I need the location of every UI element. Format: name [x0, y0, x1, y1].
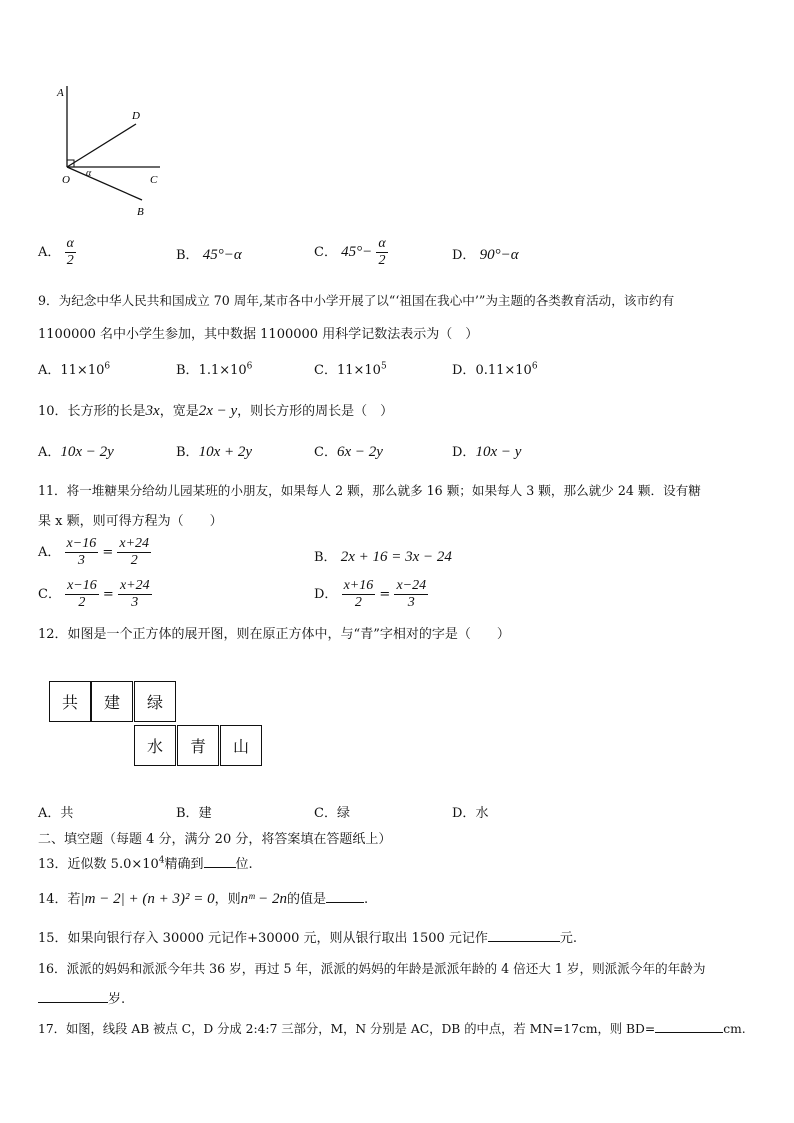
q8-option-b[interactable]: [176, 244, 242, 264]
denominator: 3: [77, 553, 85, 568]
option-label: C．: [314, 445, 337, 460]
q10-pre: 10．长方形的长是: [38, 404, 146, 419]
option-expr: 6x − 2y: [336, 444, 383, 460]
ray-OD: [67, 124, 136, 167]
denominator: 2: [354, 595, 362, 610]
q9-line1: 9．为纪念中华人民共和国成立 70 周年,某市各中小学开展了以“‘祖国在我心中’”为主题的各类教育活动，该市约有: [38, 293, 675, 308]
numerator: x+16: [343, 578, 374, 593]
q10-mid: ，宽是: [159, 404, 199, 419]
q17-tail: cm.: [723, 1022, 746, 1036]
option-text: 绿: [336, 806, 350, 821]
q10-post: ，则长方形的周长是（ ）: [237, 404, 394, 419]
option-base: 11×10: [60, 363, 105, 378]
option-label: B．: [176, 445, 199, 460]
q12-option-a[interactable]: [38, 802, 73, 821]
q13-tail: 位.: [235, 857, 253, 872]
option-expr: 2x + 16 = 3x − 24: [340, 549, 452, 565]
q14-pre: 14．若: [38, 892, 81, 907]
q13: [38, 853, 253, 872]
denominator: 2: [130, 553, 138, 568]
ray-OB: [67, 167, 142, 200]
numerator: x−24: [396, 578, 427, 593]
q11-option-c[interactable]: [38, 578, 152, 611]
q16-line1: 16．派派的妈妈和派派今年共 36 岁，再过 5 年，派派的妈妈的年龄是派派年龄的 4 倍还大 1 岁，则派派今年的年龄为: [38, 961, 706, 976]
fraction: [117, 536, 151, 569]
fraction: [394, 578, 428, 611]
net-cell-2: 建: [91, 681, 133, 722]
fraction: [65, 536, 99, 569]
option-expr: 10x − 2y: [60, 444, 114, 460]
q12-option-b[interactable]: [176, 802, 212, 821]
option-label: B．: [176, 806, 199, 821]
numerator: x+24: [119, 536, 150, 551]
q14-post: 的值是: [287, 892, 327, 907]
q11-line1: 11．将一堆糖果分给幼儿园某班的小朋友，如果每人 2 颗，那么就多 16 颗；如果每人 3 颗，那么就少 24 颗．设有糖: [38, 483, 701, 498]
net-cell-5: 青: [177, 725, 219, 766]
denominator: 2: [378, 253, 386, 268]
option-text: 共: [60, 806, 74, 821]
option-exponent: 5: [380, 361, 387, 372]
q8-option-a-fraction: [65, 236, 76, 269]
q8-option-c[interactable]: [314, 236, 388, 269]
option-expr: 10x − y: [475, 444, 522, 460]
q11-option-d[interactable]: [314, 578, 428, 611]
q8-option-b-expr: 45°−α: [202, 247, 242, 263]
fraction: [118, 578, 152, 611]
q14: [38, 888, 368, 908]
q8-option-b-label: B．: [176, 248, 199, 263]
q11-option-b[interactable]: [314, 546, 452, 566]
q8-option-d-label: D．: [452, 248, 476, 263]
q13-exponent: 4: [158, 855, 165, 866]
denominator: 2: [66, 253, 74, 268]
option-label: D．: [452, 806, 476, 821]
option-label: A．: [38, 363, 61, 378]
q15-pre: 15．如果向银行存入 30000 元记作+30000 元，则从银行取出 1500 元记作: [38, 931, 488, 946]
net-cell-4: 水: [134, 725, 176, 766]
q10-option-b[interactable]: [176, 441, 252, 461]
option-label: A．: [38, 545, 61, 560]
equals-sign: =: [102, 545, 114, 560]
q10-length: 3x: [145, 403, 160, 419]
q8-option-d-expr: 90°−α: [479, 247, 519, 263]
option-label: D．: [452, 445, 476, 460]
q16-answer-blank[interactable]: [38, 990, 108, 1003]
q15: [38, 927, 577, 946]
denominator: 3: [407, 595, 415, 610]
option-text: 建: [198, 806, 212, 821]
numerator: x+24: [119, 578, 150, 593]
q9-option-a[interactable]: [38, 359, 110, 378]
q10-option-c[interactable]: [314, 441, 383, 461]
q13-pre: 13．近似数 5.0×10: [38, 857, 159, 872]
fraction: [342, 578, 376, 611]
option-exponent: 6: [104, 361, 111, 372]
option-exponent: 6: [246, 361, 253, 372]
q10-stem: [38, 400, 393, 420]
option-base: 0.11×10: [475, 363, 532, 378]
option-label: C．: [314, 806, 337, 821]
q10-option-d[interactable]: [452, 441, 521, 461]
label-O: O: [62, 174, 70, 186]
option-base: 1.1×10: [198, 363, 247, 378]
q13-post: 精确到: [164, 857, 204, 872]
option-label: C．: [38, 587, 61, 602]
label-A: A: [57, 87, 64, 99]
q9-option-c[interactable]: [314, 359, 387, 378]
q17-pre: 17．如图，线段 AB 被点 C，D 分成 2:4:7 三部分，M，N 分别是 AC，DB 的中点，若 MN=17cm，则 BD=: [38, 1022, 656, 1036]
denominator: 3: [131, 595, 139, 610]
q9-option-d[interactable]: [452, 359, 538, 378]
option-label: B．: [176, 363, 199, 378]
q8-option-c-fraction: [376, 236, 387, 269]
net-cell-3: 绿: [134, 681, 176, 722]
q10-option-a[interactable]: [38, 441, 114, 461]
q16-line2: [38, 988, 125, 1007]
label-B: B: [137, 206, 144, 218]
option-exponent: 6: [531, 361, 538, 372]
option-base: 11×10: [336, 363, 381, 378]
q14-expr2: nᵐ − 2n: [240, 891, 288, 907]
q15-answer-blank[interactable]: [488, 929, 560, 942]
option-label: D．: [452, 363, 476, 378]
q11-option-a[interactable]: [38, 536, 151, 569]
q11-line2: 果 x 颗，则可得方程为（ ）: [38, 514, 223, 529]
numerator: x−16: [67, 578, 97, 593]
option-label: A．: [38, 445, 61, 460]
equals-sign: =: [379, 587, 391, 602]
label-C: C: [150, 174, 158, 186]
q12-option-c[interactable]: [314, 802, 350, 821]
q12-option-d[interactable]: [452, 802, 488, 821]
q8-option-a[interactable]: [38, 236, 76, 269]
fraction: [65, 578, 99, 611]
option-expr: 10x + 2y: [198, 444, 252, 460]
option-label: C．: [314, 363, 337, 378]
q12-stem: 12．如图是一个正方体的展开图，则在原正方体中，与“青”字相对的字是（ ）: [38, 627, 510, 642]
cube-net: [49, 681, 265, 769]
q10-width: 2x − y: [198, 403, 238, 419]
q17-answer-blank[interactable]: [655, 1020, 723, 1033]
section-heading: 二、填空题（每题 4 分，满分 20 分，将答案填在答题纸上）: [38, 832, 392, 847]
q14-answer-blank[interactable]: [326, 890, 364, 903]
angle-figure: [50, 82, 170, 222]
q8-option-c-label: C．: [314, 245, 337, 260]
numerator: α: [378, 236, 386, 251]
net-cell-1: 共: [49, 681, 91, 722]
option-label: B．: [314, 550, 337, 565]
q8-option-c-expr-pre: 45°−: [341, 244, 373, 260]
q9-option-b[interactable]: [176, 359, 252, 378]
label-alpha: α: [86, 168, 92, 179]
q14-mid: ，则: [214, 892, 241, 907]
q13-answer-blank[interactable]: [204, 855, 236, 868]
label-D: D: [132, 110, 140, 122]
q17: [38, 1019, 746, 1037]
denominator: 2: [78, 595, 86, 610]
q15-tail: 元.: [559, 931, 578, 946]
q8-option-d[interactable]: [452, 244, 519, 264]
q9-line2: 1100000 名中小学生参加，其中数据 1100000 用科学记数法表示为（ ）: [38, 327, 479, 342]
option-label: D．: [314, 587, 338, 602]
q14-tail: .: [364, 892, 369, 907]
q8-option-a-label: A．: [38, 245, 61, 260]
option-label: A．: [38, 806, 61, 821]
numerator: x−16: [66, 536, 97, 551]
q14-expr: |m − 2| + (n + 3)² = 0: [80, 891, 215, 907]
equals-sign: =: [102, 587, 114, 602]
option-text: 水: [475, 806, 489, 821]
q16-tail: 岁.: [108, 992, 126, 1007]
numerator: α: [66, 236, 74, 251]
net-cell-6: 山: [220, 725, 262, 766]
